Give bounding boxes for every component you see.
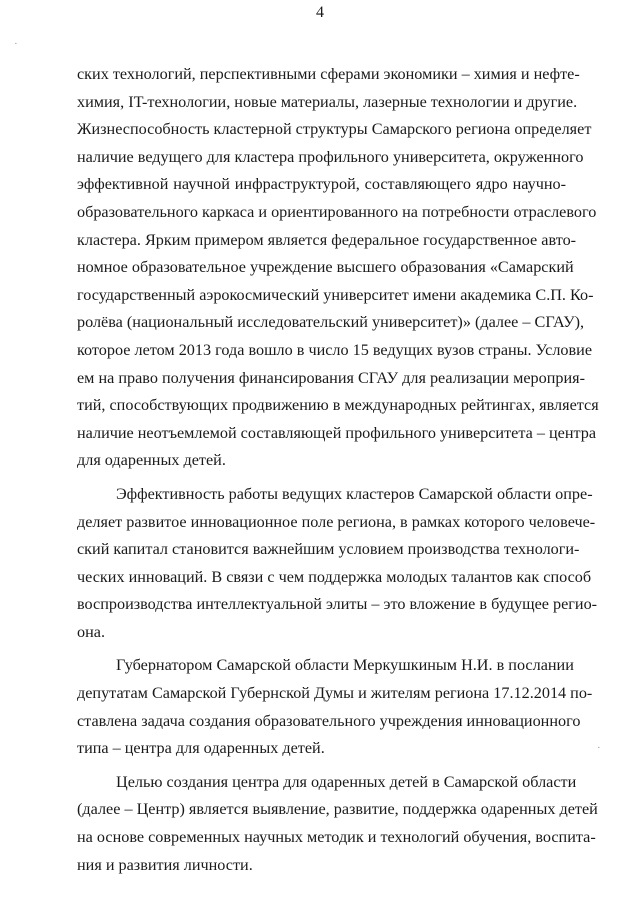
paragraph [77, 652, 593, 762]
text-line: деляет развитое инновационное поле региона, в рамках которого человече- [77, 512, 596, 531]
text-line: воспроизводства интеллектуальной элиты – это вложение в будущее регио- [77, 595, 598, 614]
text-line: она. [77, 622, 105, 641]
text-line: депутатам Самарской Губернской Думы и жителям региона 17.12.2014 по- [77, 684, 593, 703]
text-line: типа – центра для одаренных детей. [77, 739, 325, 758]
text-line: образовательного каркаса и ориентированного на потребности отраслевого [77, 202, 597, 221]
paragraph [77, 769, 598, 879]
text-line: эффективной научной инфраструктурой, составляющего ядро научно- [77, 175, 566, 194]
text-line: номное образовательное учреждение высшего образования «Самарский [77, 258, 574, 277]
text-line: ставлена задача создания образовательного учреждения инновационного [77, 711, 581, 730]
text-line: ем на право получения финансирования СГАУ для реализации мероприя- [77, 368, 585, 387]
text-line: наличие неотъемлемой составляющей профильного университета – центра [77, 423, 597, 442]
page-number: 4 [316, 4, 324, 21]
text-line: которое летом 2013 года вошло в число 15 ведущих вузов страны. Условие [77, 340, 593, 359]
text-line: на основе современных научных методик и технологий обучения, воспита- [77, 828, 596, 847]
text-line: ский капитал становится важнейшим условием производства технологи- [77, 540, 580, 559]
document-body [77, 61, 599, 879]
scan-speck: · [597, 742, 601, 754]
text-line: ролёва (национальный исследовательский университет)» (далее – СГАУ), [77, 313, 585, 332]
text-line: ческих инноваций. В связи с чем поддержка молодых талантов как способ [77, 567, 592, 586]
text-line: химия, IT-технологии, новые материалы, лазерные технологии и другие. [77, 92, 578, 111]
scan-speck: · [14, 38, 18, 50]
text-line: Целью создания центра для одаренных детей в Самарской области [116, 772, 577, 791]
text-line: кластера. Ярким примером является федеральное государственное авто- [77, 230, 577, 249]
text-line: государственный аэрокосмический университет имени академика С.П. Ко- [77, 285, 594, 304]
text-line: Жизнеспособность кластерной структуры Самарского региона определяет [77, 120, 592, 139]
text-line: ния и развития личности. [77, 855, 253, 874]
paragraph [77, 61, 599, 475]
text-line: для одаренных детей. [77, 451, 226, 470]
text-line: Губернатором Самарской области Меркушкиным Н.И. в послании [116, 656, 574, 675]
text-line: ских технологий, перспективными сферами экономики – химия и нефте- [77, 65, 580, 83]
text-line: наличие ведущего для кластера профильного университета, окруженного [77, 147, 584, 166]
paragraph [77, 481, 598, 647]
text-line: Эффективность работы ведущих кластеров Самарской области опре- [116, 484, 593, 503]
text-line: (далее – Центр) является выявление, развитие, поддержка одаренных детей [77, 800, 598, 819]
text-line: тий, способствующих продвижению в международных рейтингах, является [77, 396, 599, 415]
